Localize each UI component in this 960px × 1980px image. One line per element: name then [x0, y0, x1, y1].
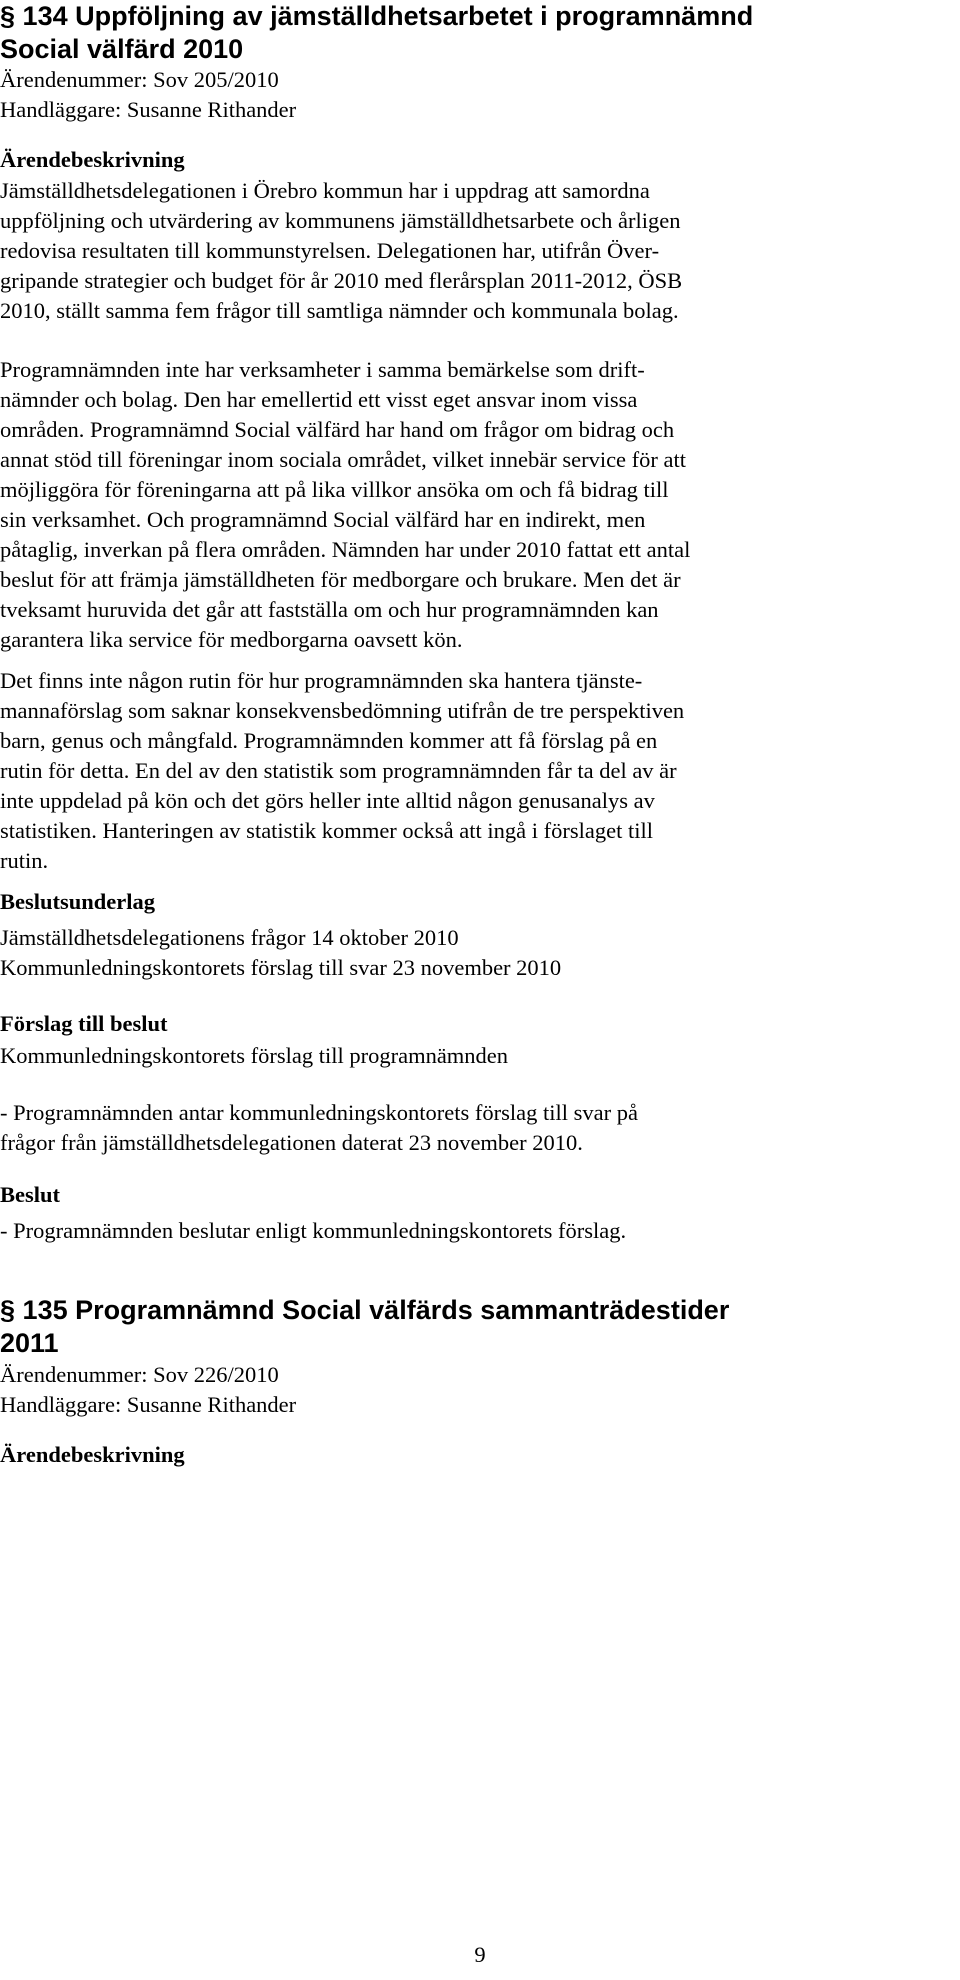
proposal-heading: Förslag till beslut [0, 1011, 168, 1036]
case-number: Ärendenummer: Sov 205/2010 [0, 67, 279, 92]
proposal-intro: Kommunledningskontorets förslag till programnämnden [0, 1043, 509, 1068]
paragraph-2: Programnämnden inte har verksamheter i samma bemärkelse som drift- nämnder och bolag. Den har emellertid ett visst eget ansvar inom vissa områden. Programnämnd Social välfärd har hand om frågor om bidrag och annat stöd till föreningar inom sociala området, vilket innebär service för att möjliggöra för föreningarna att på lika villkor ansöka om och få bidrag till sin verksamhet. Och programnämnd Social välfärd har en indirekt, men påtaglig, inverkan på flera områden. Nämnden har under 2010 fattat ett antal beslut för att främja jämställdheten för medborgare och brukare. Men det är tveksamt huruvida det går att fastställa om och hur programnämnden kan garantera lika service för medborgarna oavsett kön. [0, 357, 691, 652]
item-135-heading-line-2: 2011 [0, 1328, 59, 1358]
section-mark: § [0, 1295, 16, 1325]
basis-heading: Beslutsunderlag [0, 889, 156, 914]
item-134-heading-line-2: Social välfärd 2010 [0, 34, 244, 64]
description-heading: Ärendebeskrivning [0, 147, 185, 172]
handler: Handläggare: Susanne Rithander [0, 1392, 297, 1417]
item-134-meta [0, 65, 960, 125]
case-number: Ärendenummer: Sov 226/2010 [0, 1362, 279, 1387]
handler: Handläggare: Susanne Rithander [0, 97, 297, 122]
item-134-heading-line-1: 134 Uppföljning av jämställdhetsarbetet i programnämnd [22, 1, 754, 31]
item-135-meta [0, 1360, 960, 1420]
page-number: 9 [474, 1942, 486, 1967]
item-135-heading [0, 1294, 960, 1360]
proposal-text: - Programnämnden antar kommunledningskontorets förslag till svar på frågor från jämställdhetsdelegationen daterat 23 november 2010. [0, 1100, 638, 1155]
item-134-heading [0, 0, 960, 66]
decision-heading: Beslut [0, 1182, 61, 1207]
basis-list: Jämställdhetsdelegationens frågor 14 oktober 2010 Kommunledningskontorets förslag till svar 23 november 2010 [0, 925, 562, 980]
description-heading: Ärendebeskrivning [0, 1442, 185, 1467]
paragraph-1: Jämställdhetsdelegationen i Örebro kommun har i uppdrag att samordna uppföljning och utvärdering av kommunens jämställdhetsarbete och årligen redovisa resultaten till kommunstyrelsen. Delegationen har, utifrån Över- gripande strategier och budget för år 2010 med flerårsplan 2011-2012, ÖSB 2010, ställt samma fem frågor till samtliga nämnder och kommunala bolag. [0, 178, 683, 323]
paragraph-3: Det finns inte någon rutin för hur programnämnden ska hantera tjänste- mannaförslag som saknar konsekvensbedömning utifrån de tre perspektiven barn, genus och mångfald. Programnämnden kommer att få förslag på en rutin för detta. En del av den statistik som programnämnden får ta del av är inte uppdelad på kön och det görs heller inte alltid någon genusanalys av statistiken. Hanteringen av statistik kommer också att ingå i förslaget till rutin. [0, 668, 685, 873]
section-mark: § [0, 1, 16, 31]
item-135-heading-line-1: 135 Programnämnd Social välfärds sammanträdestider [22, 1295, 730, 1325]
decision-text: - Programnämnden beslutar enligt kommunledningskontorets förslag. [0, 1218, 627, 1243]
